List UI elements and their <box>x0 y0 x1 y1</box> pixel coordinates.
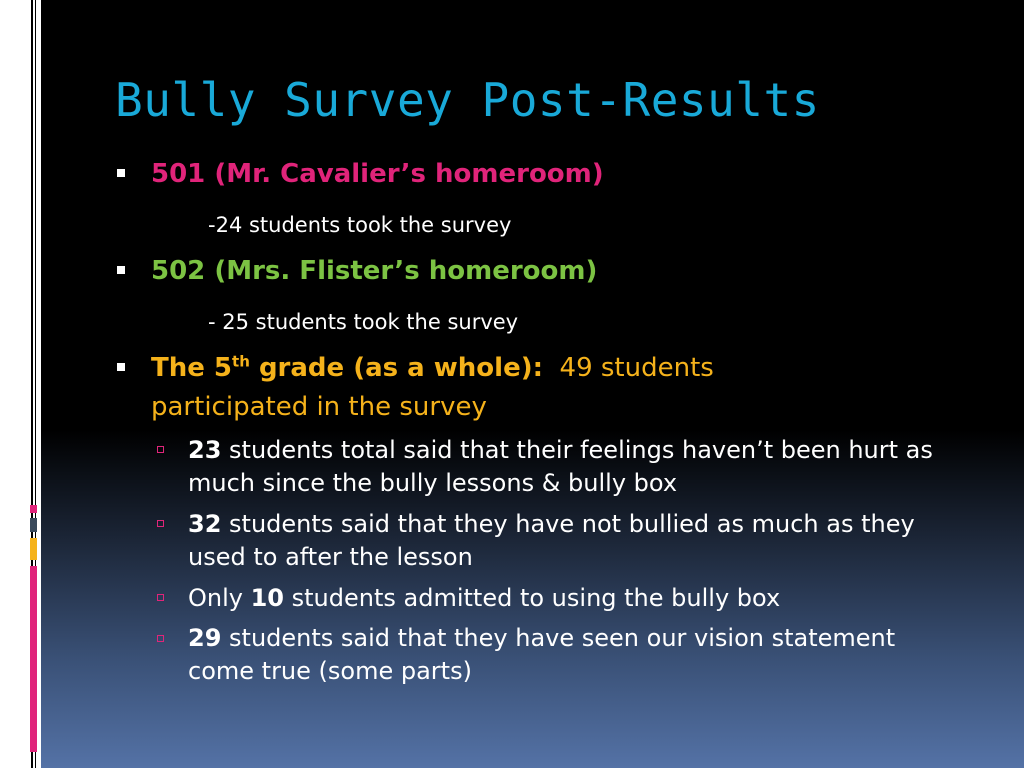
hollow-square-bullet-icon <box>157 635 164 642</box>
accent-bar-gold <box>30 538 37 560</box>
finding-text: 29 students said that they have seen our vision statement come true (some parts) <box>188 624 896 685</box>
square-bullet-icon <box>117 169 125 177</box>
finding-number: 23 <box>188 436 222 464</box>
left-margin-strip <box>0 0 41 768</box>
hollow-square-bullet-icon <box>157 594 164 601</box>
grade-count: 49 students <box>559 353 714 383</box>
accent-bar-pink-top <box>30 505 37 513</box>
finding-number: 10 <box>250 584 285 612</box>
finding-number: 29 <box>188 624 222 652</box>
square-bullet-icon <box>117 363 125 371</box>
finding-number: 32 <box>188 510 222 538</box>
homeroom-502-heading: 502 (Mrs. Flister’s homeroom) <box>151 256 598 286</box>
grade-heading: The 5th grade (as a whole): <box>151 352 543 383</box>
finding-text: Only 10 students admitted to using the bully box <box>188 584 781 612</box>
homeroom-501-detail: -24 students took the survey <box>208 213 512 237</box>
finding-text: 23 students total said that their feelings haven’t been hurt as much since the bully lessons & bully box <box>188 436 933 497</box>
finding-text: 32 students said that they have not bullied as much as they used to after the lesson <box>188 510 915 571</box>
homeroom-502-detail: - 25 students took the survey <box>208 310 519 334</box>
homeroom-501-heading: 501 (Mr. Cavalier’s homeroom) <box>151 159 604 189</box>
slide-title: Bully Survey Post-Results <box>115 73 820 127</box>
square-bullet-icon <box>117 266 125 274</box>
accent-bar-pink-long <box>30 566 37 752</box>
grade-summary-continued: participated in the survey <box>151 392 487 422</box>
grade-summary <box>151 349 831 387</box>
hollow-square-bullet-icon <box>157 446 164 453</box>
hollow-square-bullet-icon <box>157 520 164 527</box>
accent-bar-slate <box>30 518 37 532</box>
